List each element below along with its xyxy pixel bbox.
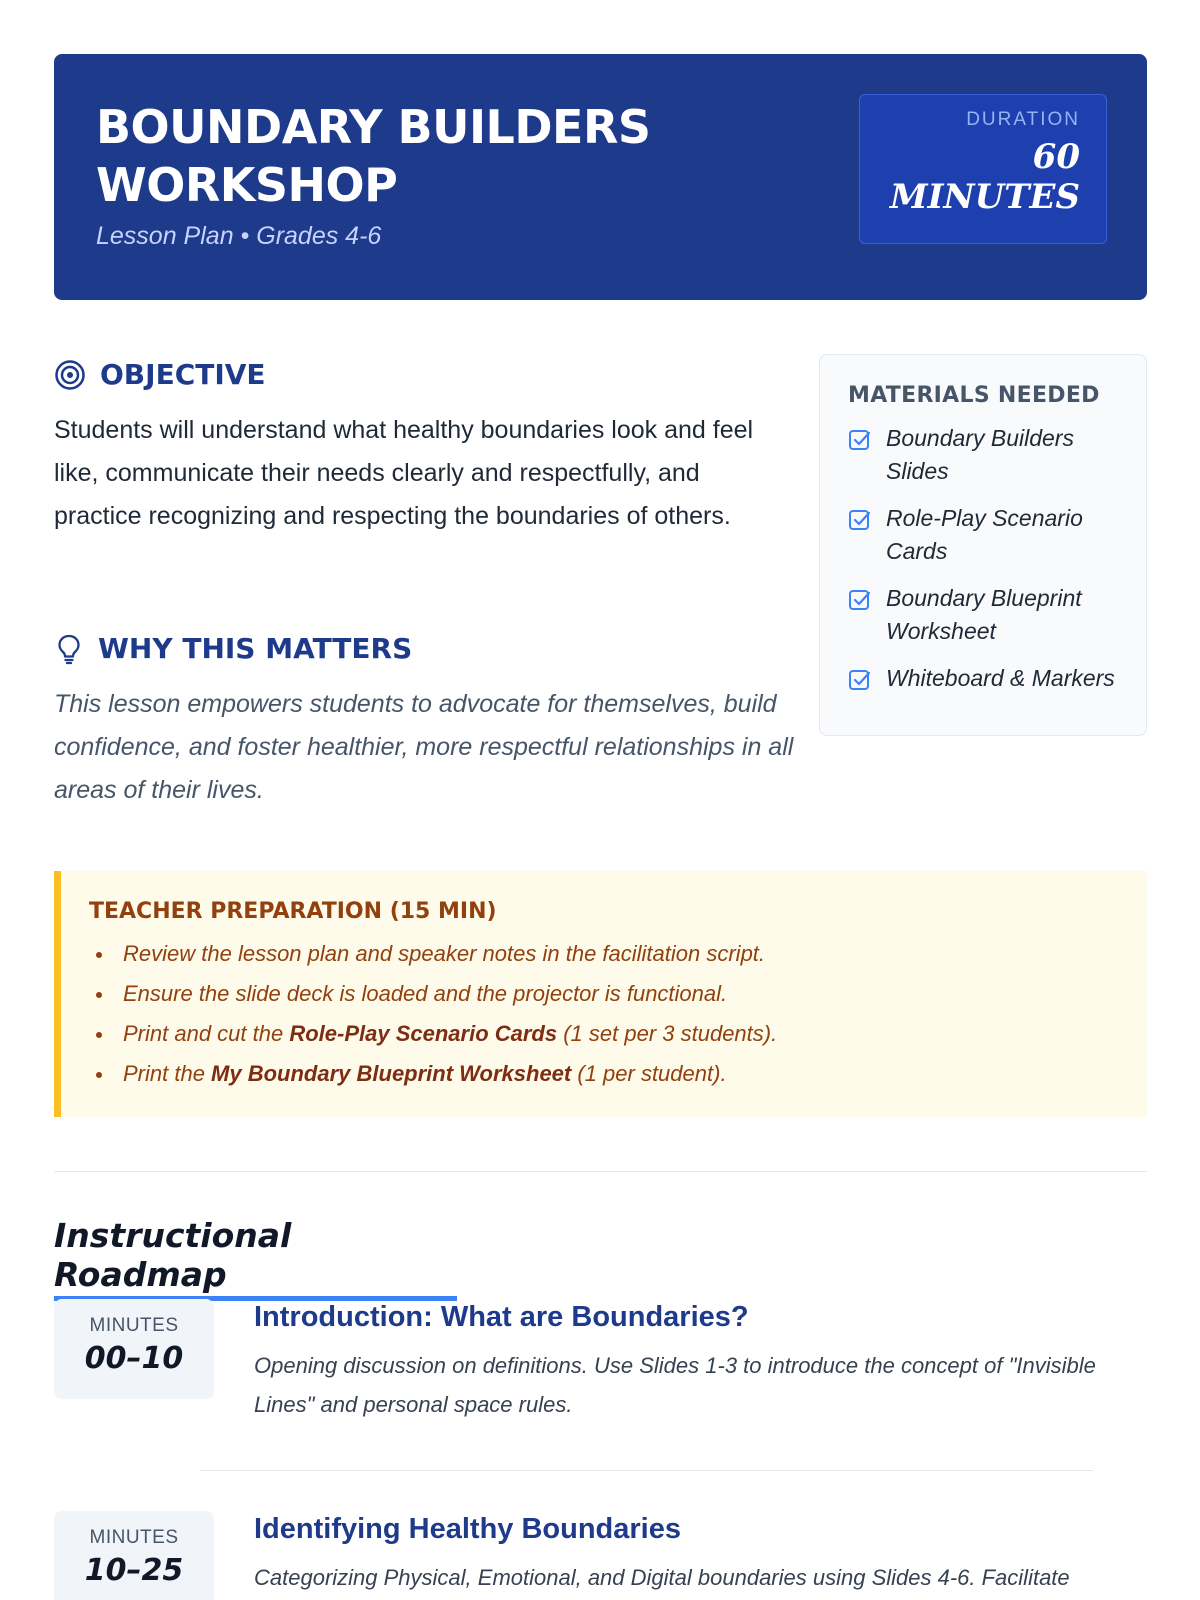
step-time-badge bbox=[54, 1299, 214, 1399]
roadmap-title: Instructional Roadmap bbox=[54, 1216, 457, 1301]
materials-title: MATERIALS NEEDED bbox=[848, 383, 1100, 408]
page-title: BOUNDARY BUILDERS WORKSHOP bbox=[96, 100, 651, 212]
why-section bbox=[54, 632, 794, 812]
page-subtitle: Lesson Plan • Grades 4-6 bbox=[96, 222, 382, 250]
materials-item-label: Whiteboard & Markers bbox=[886, 665, 1115, 691]
objective-section bbox=[54, 358, 774, 538]
prep-item-text: Print the bbox=[123, 1061, 212, 1086]
checkbox-checked-icon bbox=[848, 588, 872, 612]
duration-value: 60 MINUTES bbox=[889, 137, 1080, 217]
lightbulb-icon bbox=[54, 633, 84, 665]
step-divider bbox=[200, 1470, 1093, 1471]
step-body bbox=[254, 1301, 1147, 1424]
prep-item bbox=[89, 934, 1147, 974]
step-body bbox=[254, 1513, 1147, 1597]
step-time-range: 00–10 bbox=[84, 1341, 184, 1376]
step-title: Introduction: What are Boundaries? bbox=[254, 1301, 749, 1333]
step-time-label: MINUTES bbox=[89, 1315, 179, 1336]
objective-heading-label: OBJECTIVE bbox=[100, 358, 266, 391]
step-time-label: MINUTES bbox=[89, 1527, 179, 1548]
step-time-range: 10–25 bbox=[84, 1553, 184, 1588]
prep-item bbox=[89, 1014, 1147, 1054]
materials-item-label: Boundary Blueprint Worksheet bbox=[886, 585, 1082, 644]
prep-item-text: (1 per student). bbox=[571, 1061, 727, 1086]
header-banner bbox=[54, 54, 1147, 300]
materials-item bbox=[848, 502, 1120, 568]
materials-item bbox=[848, 422, 1120, 488]
teacher-preparation-callout bbox=[54, 871, 1147, 1117]
prep-item-text: (1 set per 3 students). bbox=[557, 1021, 778, 1046]
prep-item-text: Ensure the slide deck is loaded and the projector is functional. bbox=[123, 981, 728, 1006]
prep-item-text: Review the lesson plan and speaker notes in the facilitation script. bbox=[123, 941, 766, 966]
prep-item bbox=[89, 974, 1147, 1014]
checkbox-checked-icon bbox=[848, 668, 872, 692]
prep-item bbox=[89, 1054, 1147, 1094]
prep-item-emphasis: Role-Play Scenario Cards bbox=[289, 1021, 558, 1046]
prep-item-emphasis: My Boundary Blueprint Worksheet bbox=[211, 1061, 572, 1086]
why-heading bbox=[54, 632, 794, 665]
materials-list bbox=[848, 422, 1120, 695]
prep-item-text: Print and cut the bbox=[123, 1021, 290, 1046]
target-icon bbox=[54, 359, 86, 391]
materials-card bbox=[819, 354, 1147, 736]
duration-label: DURATION bbox=[966, 109, 1080, 130]
duration-box bbox=[859, 94, 1107, 244]
materials-item bbox=[848, 582, 1120, 648]
materials-item-label: Boundary Builders Slides bbox=[886, 425, 1074, 484]
step-description: Opening discussion on definitions. Use Slides 1-3 to introduce the concept of "Invisible Lines" and personal space rules. bbox=[254, 1353, 1096, 1417]
materials-item-label: Role-Play Scenario Cards bbox=[886, 505, 1083, 564]
step-title: Identifying Healthy Boundaries bbox=[254, 1513, 681, 1545]
step-description: Categorizing Physical, Emotional, and Digital boundaries using Slides 4-6. Facilitate bbox=[254, 1565, 1070, 1590]
step-time-badge bbox=[54, 1511, 214, 1600]
why-text: This lesson empowers students to advocate for themselves, build confidence, and foster healthier, more respectful relationships in all areas of their lives. bbox=[54, 690, 794, 804]
materials-item bbox=[848, 662, 1120, 695]
prep-list bbox=[89, 934, 1147, 1094]
objective-text: Students will understand what healthy boundaries look and feel like, communicate their needs clearly and respectfully, and practice recognizing and respecting the boundaries of others. bbox=[54, 416, 754, 530]
section-divider bbox=[54, 1171, 1147, 1172]
objective-heading bbox=[54, 358, 774, 391]
why-heading-label: WHY THIS MATTERS bbox=[98, 632, 413, 665]
checkbox-checked-icon bbox=[848, 428, 872, 452]
checkbox-checked-icon bbox=[848, 508, 872, 532]
prep-title: TEACHER PREPARATION (15 MIN) bbox=[89, 899, 497, 924]
